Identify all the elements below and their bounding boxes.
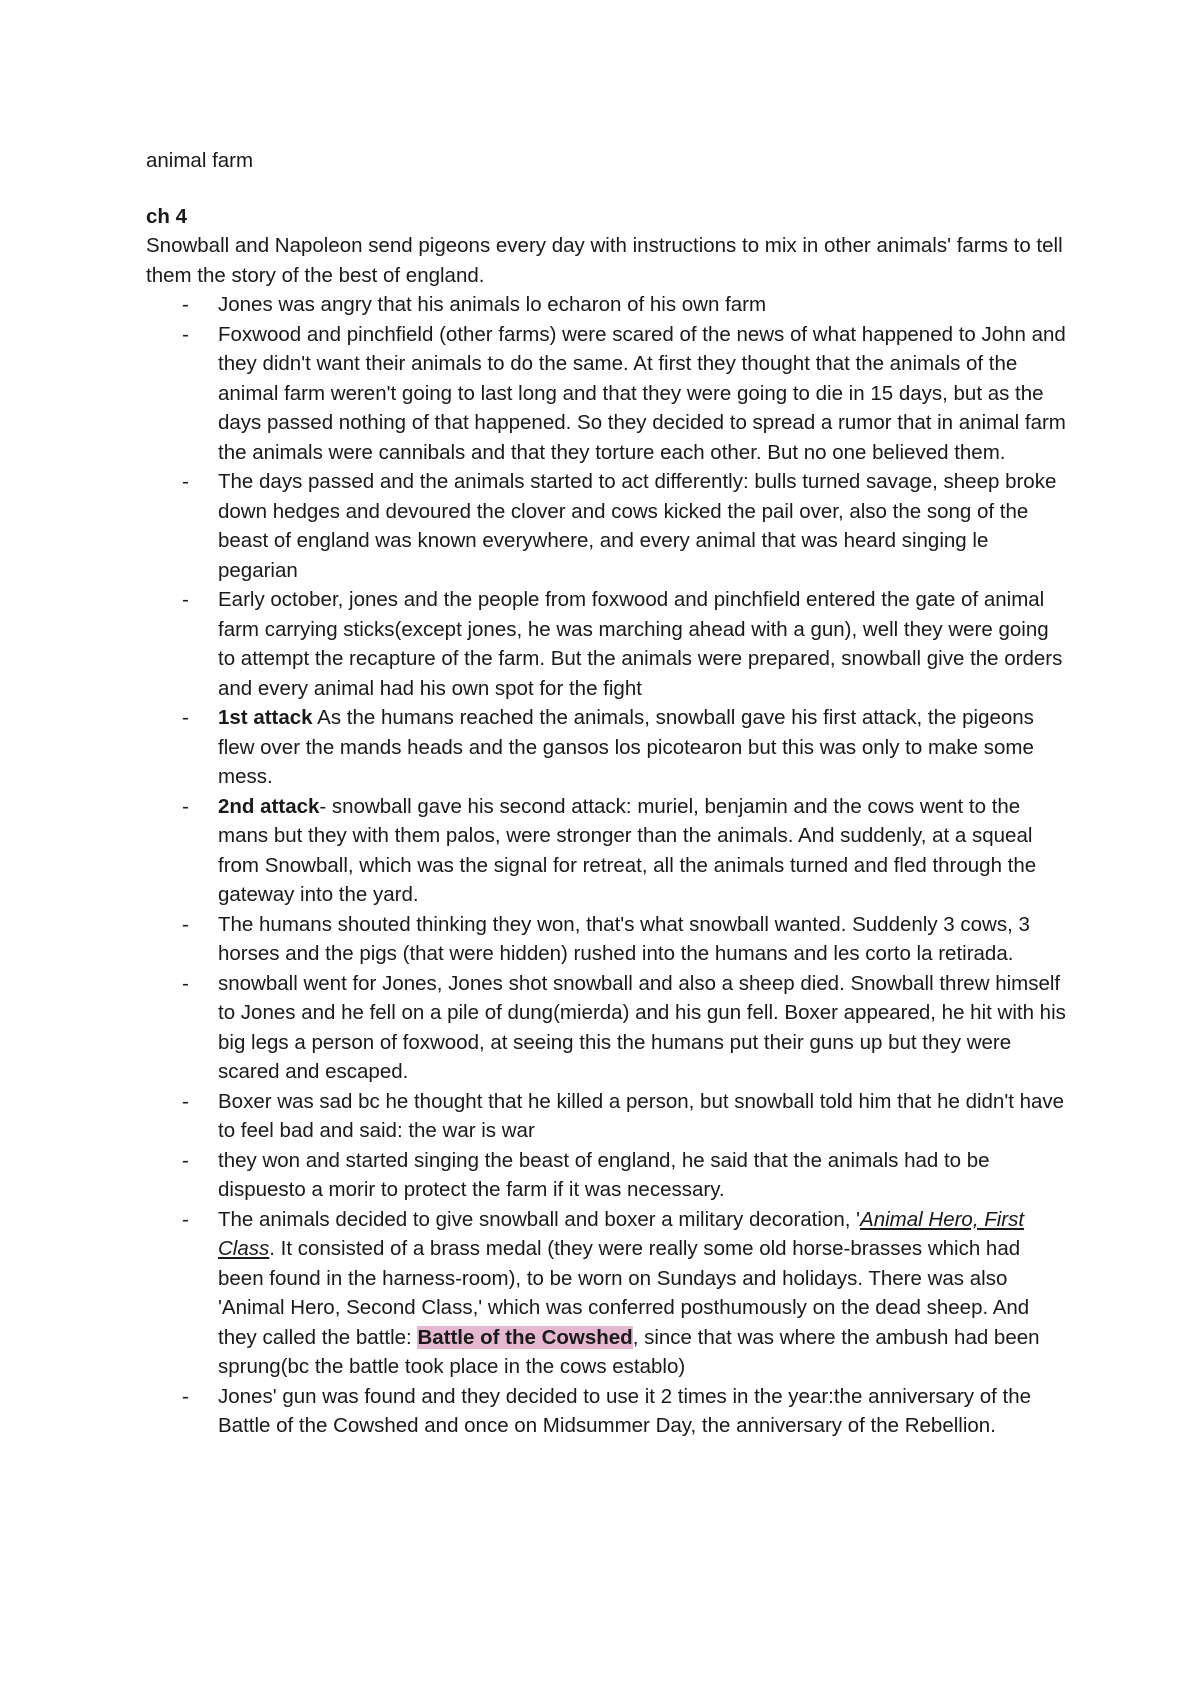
list-item-text: , since that was where the ambush had been sprung(bc the battle took place in the cows establo): [218, 1325, 1040, 1378]
list-item-text: The animals decided to give snowball and boxer a military decoration, ': [218, 1207, 861, 1231]
list-item-text: The days passed and the animals started to act differently: bulls turned savage, sheep broke down hedges and devoured the clover and cows kicked the pail over, also the song of the beast of england was known everywhere, and every animal that was heard singing le pegarian: [218, 470, 1057, 582]
list-item-text: Foxwood and pinchfield (other farms) were scared of the news of what happened to John and they didn't want their animals to do the same. At first they thought that the animals of the animal farm weren't going to last long and that they were going to die in 15 days, but as the days passed nothing of that happened. So they decided to spread a rumor that in animal farm the animals were cannibals and that they torture each other. But no one believed them.: [218, 322, 1066, 464]
bullet-dash: -: [182, 1148, 189, 1172]
intro-paragraph: Snowball and Napoleon send pigeons every day with instructions to mix in other animals' farms to tell them the story of the best of england.: [146, 234, 1063, 287]
list-item: [146, 585, 1066, 703]
notes-list: [146, 290, 1066, 1441]
chapter-heading: ch 4: [146, 204, 188, 228]
list-item-text: . It consisted of a brass medal (they were really some old horse-brasses which had been found in the harness-room), to be worn on Sundays and holidays. There was also 'Animal Hero, Second Class,' which was conferred posthumously on the dead sheep. And they called the battle:: [218, 1237, 1030, 1349]
list-item-text: Jones' gun was found and they decided to use it 2 times in the year:the anniversary of the Battle of the Cowshed and once on Midsummer Day, the anniversary of the Rebellion.: [218, 1384, 1032, 1437]
list-item: [146, 1087, 1066, 1146]
document-page: [146, 146, 1066, 1441]
list-item-text: snowball went for Jones, Jones shot snowball and also a sheep died. Snowball threw himself to Jones and he fell on a pile of dung(mierda) and his gun fell. Boxer appeared, he hit with his big legs a person of foxwood, at seeing this the humans put their guns up but they were scared and escaped.: [218, 971, 1066, 1083]
list-item-text: Early october, jones and the people from foxwood and pinchfield entered the gate of animal farm carrying sticks(except jones, he was marching ahead with a gun), well they were going to attempt the recapture of the farm. But the animals were prepared, snowball give the orders and every animal had his own spot for the fight: [218, 588, 1063, 700]
bullet-dash: -: [182, 1207, 189, 1231]
list-item: [146, 792, 1066, 910]
bullet-dash: -: [182, 706, 189, 729]
list-item: [146, 1146, 1066, 1205]
bullet-dash: -: [182, 293, 189, 316]
bullet-dash: -: [182, 470, 189, 493]
list-item-text: - snowball gave his second attack: muriel, benjamin and the cows went to the mans but they with them palos, were stronger than the animals. And suddenly, at a squeal from Snowball, which was the signal for retreat, all the animals turned and fled through the gateway into the yard.: [218, 794, 1037, 906]
list-item: [146, 969, 1066, 1087]
list-item-text: Jones was angry that his animals lo echaron of his own farm: [218, 293, 767, 316]
bullet-dash: -: [182, 971, 189, 995]
bullet-dash: -: [182, 794, 189, 818]
list-item: [146, 467, 1066, 585]
bullet-dash: -: [182, 1089, 189, 1113]
list-item-text: they won and started singing the beast of england, he said that the animals had to be dispuesto a morir to protect the farm if it was necessary.: [218, 1148, 990, 1201]
bullet-dash: -: [182, 322, 189, 346]
list-item: [146, 703, 1066, 792]
bullet-dash: -: [182, 588, 189, 611]
list-item: [146, 1205, 1066, 1382]
bullet-dash: -: [182, 912, 189, 936]
attack-label: 1st attack: [218, 706, 313, 729]
list-item: [146, 910, 1066, 969]
list-item-text: Boxer was sad bc he thought that he killed a person, but snowball told him that he didn't have to feel bad and said: the war is war: [218, 1089, 1065, 1142]
list-item: [146, 290, 1066, 320]
award-name: Animal Hero, First Class: [218, 1207, 1025, 1260]
list-item: [146, 1382, 1066, 1441]
attack-label: 2nd attack: [218, 794, 320, 818]
bullet-dash: -: [182, 1384, 189, 1408]
list-item-text: The humans shouted thinking they won, that's what snowball wanted. Suddenly 3 cows, 3 horses and the pigs (that were hidden) rushed into the humans and les corto la retirada.: [218, 912, 1030, 965]
list-item: [146, 320, 1066, 468]
list-item-text: As the humans reached the animals, snowball gave his first attack, the pigeons flew over the mands heads and the gansos los picotearon but this was only to make some mess.: [218, 706, 1034, 788]
document-title: animal farm: [146, 149, 254, 172]
highlighted-battle-name: Battle of the Cowshed: [417, 1325, 633, 1349]
